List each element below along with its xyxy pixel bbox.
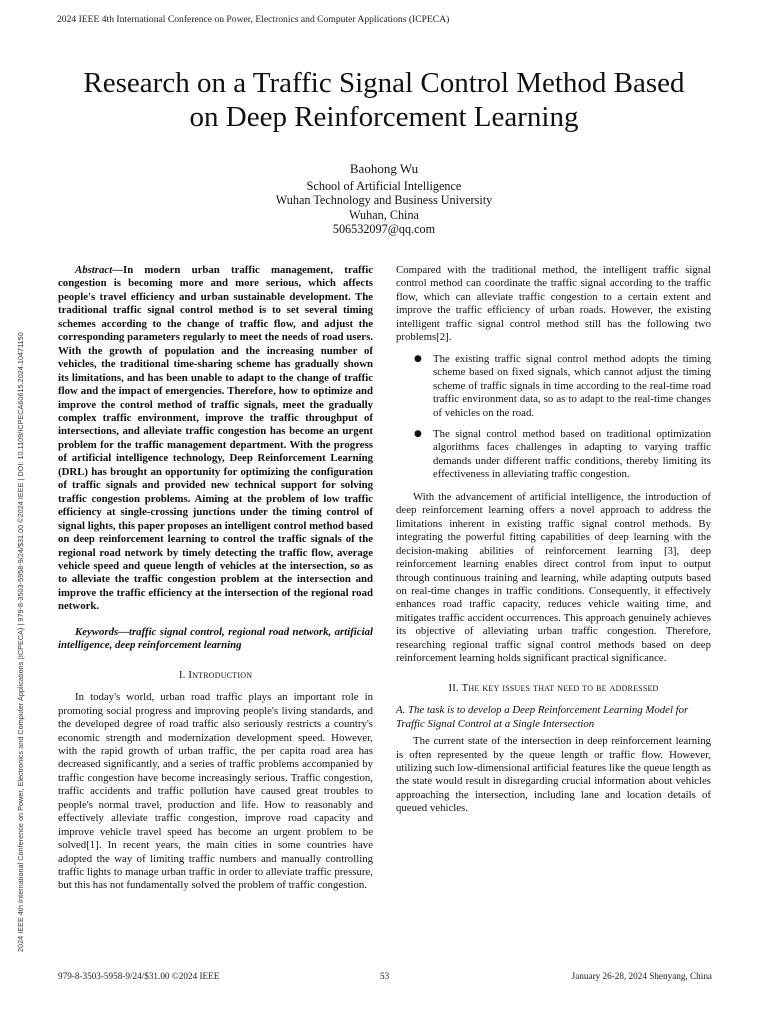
section-heading-introduction: I. Introduction (178, 668, 253, 681)
keywords: Keywords—traffic signal control, regional road network, artificial intelligence, deep reinforcement learning (58, 625, 373, 652)
paper-title (40, 66, 728, 134)
footer-date-location: January 26-28, 2024 Shenyang, China (571, 971, 712, 981)
title-line-2: on Deep Reinforcement Learning (189, 101, 579, 133)
footer-page-number: 53 (380, 971, 390, 981)
list-item (396, 428, 711, 482)
author-email: 506532097@qq.com (332, 221, 436, 236)
list-item (396, 353, 711, 420)
paragraph-comparison: Compared with the traditional method, the intelligent traffic signal control method can coordinate the traffic signal according to the traffic flow, which can alleviate traffic congestion to a certain extent and improve the traffic efficiency of urban roads. However, the existing intelligent traffic signal control method still has the following two problems[2]. (396, 264, 711, 344)
author-affiliation-school: School of Artificial Intelligence (306, 179, 462, 194)
section-heading-key-issues: II. The key issues that need to be addressed (448, 681, 659, 694)
subsection-heading-a: A. The task is to develop a Deep Reinforcement Learning Model for Traffic Signal Control at a Single Intersection (396, 704, 689, 730)
footer-isbn: 979-8-3503-5958-9/24/$31.00 ©2024 IEEE (58, 971, 220, 981)
author-block (184, 162, 584, 236)
paragraph-advancement: With the advancement of artificial intelligence, the introduction of deep reinforcement learning offers a novel approach to address the limitations inherent in existing traffic signal control methods. By integrating the powerful fitting capabilities of deep learning with the decision-making abilities of reinforcement learning [3], deep reinforcement learning enables direct control from input to output through continuous training and learning, while adapting outputs based on real-time changes in traffic conditions. Consequently, it effectively enhances road traffic capacity, reduces vehicle waiting time, and mitigates traffic accident occurrences. This approach genuinely achieves its objective of alleviating urban traffic congestion. Therefore, researching regional traffic signal control methods based on deep reinforcement learning holds significant practical significance. (396, 490, 711, 665)
bullet-icon: ● (414, 428, 422, 439)
list-item-text: The signal control method based on traditional optimization algorithms faces challenges in adapting to varying traffic demands under different traffic conditions, thereby limiting its effectiveness in alleviating traffic congestion. (433, 427, 711, 481)
abstract-label: Abstract— (75, 264, 123, 276)
abstract (58, 264, 373, 614)
author-affiliation-university: Wuhan Technology and Business University (275, 193, 493, 208)
bullet-icon: ● (414, 353, 422, 364)
abstract-text: In modern urban traffic management, traffic congestion is becoming more and more serious, which affects people's travel efficiency and urban sustainable development. The traditional traffic signal control method is to set several timing schemes according to the change of traffic flow, and adjust the corresponding parameters regularly to meet the needs of road users. With the growth of population and the increasing number of vehicles, the traditional time-sharing scheme has gradually shown its limitations, and has been unable to adapt to the change of traffic flow and the impact of emergencies. Therefore, how to optimize and improve the control method of traffic signals, meet the gradually complex traffic environment, improve the traffic throughput of intersections, and alleviate traffic congestion has become an urgent problem for the traffic management department. With the progress of artificial intelligence technology, Deep Reinforcement Learning (DRL) has brought an opportunity for optimizing the configuration of traffic signals and provided new technical support for solving traffic congestion problems. Aiming at the problem of low traffic efficiency at single-crossing junctions under the timing control of signal lights, this paper proposes an intelligent control method based on deep reinforcement learning to control the traffic signals of the regional road network by timely detecting the traffic flow, average vehicle speed and queue length of vehicles at the intersection, so as to alleviate the traffic congestion problem at the intersection and improve the traffic efficiency at the intersection of the regional road network. (58, 264, 373, 613)
left-column (58, 264, 373, 893)
doi-side-strip: 2024 IEEE 4th International Conference on Power, Electronics and Computer Applications (ICPECA) | 979-8-3503-5958-9/24/$31.00 ©2024 IEEE | DOI: 10.1109/ICPECA60615.2024.10471150 (16, 332, 25, 952)
paragraph-current-state: The current state of the intersection in deep reinforcement learning is often represented by the queue length or traffic flow. However, utilizing such low-dimensional artificial features like the queue length as the state would result in disregarding crucial information about vehicles approaching the intersection, including lane and location details of queued vehicles. (396, 735, 711, 815)
title-line-1: Research on a Traffic Signal Control Method Based (83, 67, 685, 99)
right-column (396, 264, 711, 816)
author-name: Baohong Wu (349, 161, 419, 176)
introduction-paragraph: In today's world, urban road traffic plays an important role in promoting social progress and improving people's living standards, and the developed degree of road traffic also seriously restricts a country's economic strength and modernization development speed. However, with the rapid growth of urban traffic, the per capita road area has decreased significantly, and a series of traffic problems accompanied by traffic congestion have become increasingly serious. Traffic congestion, traffic accidents and traffic pollution have caused great troubles to people's normal travel, production and life. How to reasonably and effectively alleviate traffic congestion, improve road capacity and improve vehicle travel speed has become an urgent problem to be solved[1]. In recent years, the main cities in some countries have adopted the way of limiting traffic numbers and manually controlling traffic lights to manage urban traffic in order to alleviate traffic pressure, but this has not fundamentally solved the problem of traffic congestion. (58, 691, 373, 892)
author-location: Wuhan, China (349, 207, 419, 222)
list-item-text: The existing traffic signal control method adopts the timing scheme based on fixed signals, which cannot adjust the timing scheme of traffic signals in time according to the real-time road traffic environment data, so as to adapt to the real-time changes of vehicles on the road. (433, 352, 711, 419)
conference-header: 2024 IEEE 4th International Conference on Power, Electronics and Computer Applications (ICPECA) (57, 14, 450, 25)
problem-list (396, 353, 711, 482)
